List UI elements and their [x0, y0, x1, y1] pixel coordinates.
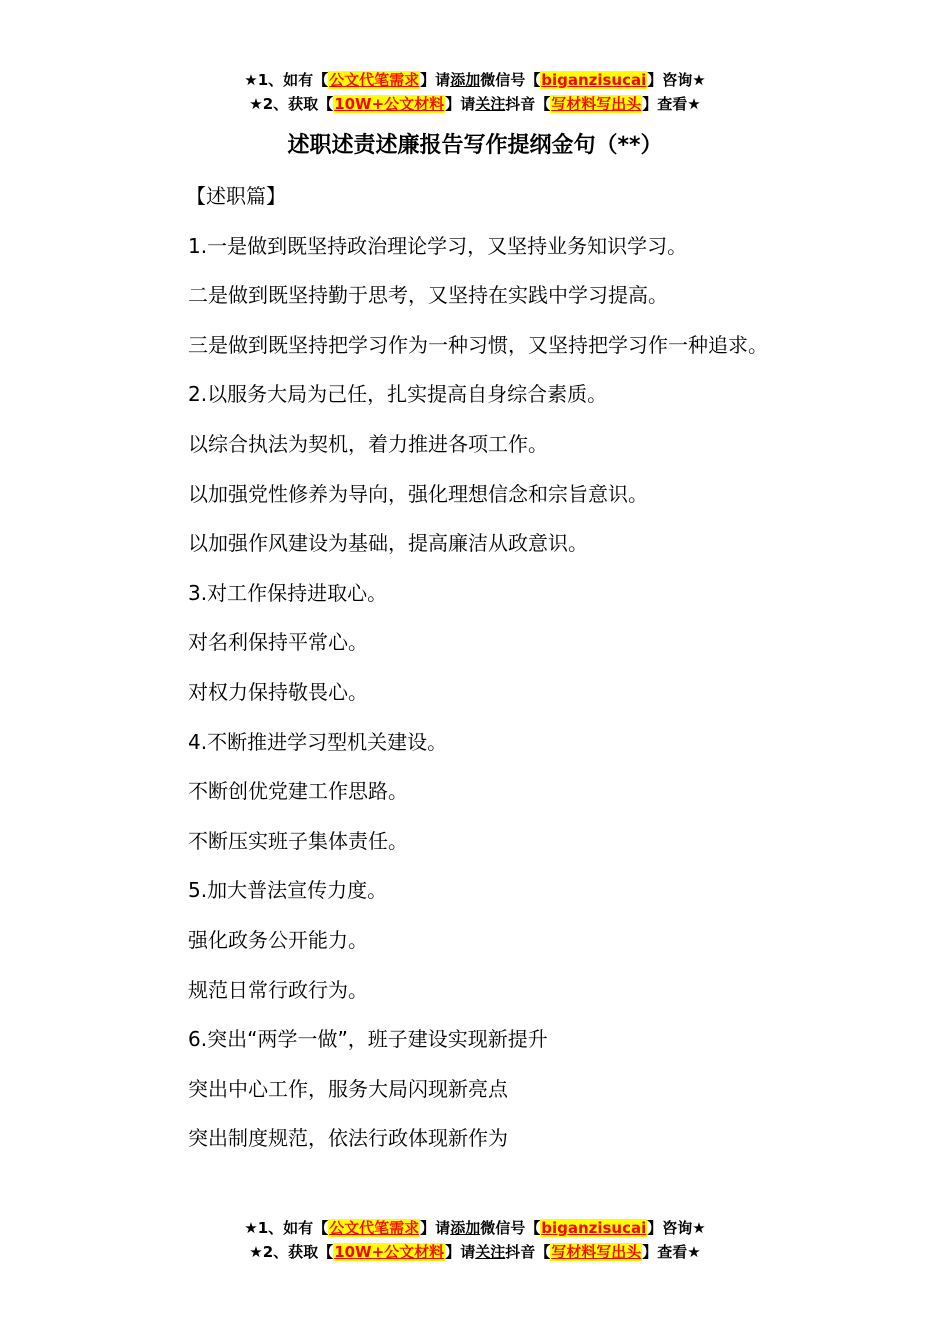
promo-line-2	[0, 1240, 950, 1264]
promo-highlight: 写材料写出头	[551, 95, 642, 113]
promo-text: ★2、获取【	[249, 95, 334, 113]
promo-line-2	[0, 92, 950, 116]
paragraph: 3.对工作保持进取心。	[188, 580, 388, 605]
promo-highlight: biganzisucai	[541, 71, 647, 89]
document-body	[144, 172, 812, 1164]
promo-text: 】查看★	[642, 95, 701, 113]
paragraph: 以加强作风建设为基础，提高廉洁从政意识。	[188, 531, 588, 556]
section-heading: 【述职篇】	[186, 184, 286, 208]
promo-text: ★1、如有【	[244, 1219, 329, 1237]
paragraph: 突出中心工作，服务大局闪现新亮点	[188, 1076, 508, 1101]
promo-highlight: 写材料写出头	[551, 1243, 642, 1261]
promo-text: 】请	[445, 1243, 476, 1261]
promo-underlined: 关注	[475, 95, 506, 113]
promo-banner-top	[0, 68, 950, 116]
promo-line-1	[0, 1216, 950, 1240]
paragraph: 6.突出“两学一做”，班子建设实现新提升	[188, 1027, 548, 1052]
promo-highlight: biganzisucai	[541, 1219, 647, 1237]
paragraph: 三是做到既坚持把学习作为一种习惯，又坚持把学习作一种追求。	[188, 332, 768, 357]
promo-underlined: 添加	[450, 1219, 481, 1237]
promo-text: 】咨询★	[647, 1219, 706, 1237]
paragraph: 不断创优党建工作思路。	[188, 779, 408, 804]
promo-line-1	[0, 68, 950, 92]
promo-text: 】咨询★	[647, 71, 706, 89]
promo-text: 微信号【	[480, 1219, 541, 1237]
paragraph: 4.不断推进学习型机关建设。	[188, 729, 448, 754]
promo-underlined: 添加	[450, 71, 481, 89]
paragraph: 以加强党性修养为导向，强化理想信念和宗旨意识。	[188, 481, 648, 506]
paragraph: 强化政务公开能力。	[188, 927, 368, 952]
promo-text: 微信号【	[480, 71, 541, 89]
promo-text: ★2、获取【	[249, 1243, 334, 1261]
promo-highlight: 10W+公文材料	[334, 1243, 445, 1261]
promo-highlight: 公文代笔需求	[329, 71, 420, 89]
paragraph: 1.一是做到既坚持政治理论学习，又坚持业务知识学习。	[188, 233, 688, 258]
promo-highlight: 公文代笔需求	[329, 1219, 420, 1237]
document-title: 述职述责述廉报告写作提纲金句（**）	[287, 133, 663, 158]
paragraph: 对权力保持敬畏心。	[188, 679, 368, 704]
paragraph: 规范日常行政行为。	[188, 977, 368, 1002]
promo-text: 】查看★	[642, 1243, 701, 1261]
paragraph: 二是做到既坚持勤于思考，又坚持在实践中学习提高。	[188, 283, 668, 308]
promo-text: 】请	[420, 1219, 451, 1237]
paragraph: 突出制度规范，依法行政体现新作为	[188, 1126, 508, 1151]
promo-text: ★1、如有【	[244, 71, 329, 89]
paragraph: 5.加大普法宣传力度。	[188, 878, 388, 903]
paragraph: 以综合执法为契机，着力推进各项工作。	[188, 431, 548, 456]
promo-banner-bottom	[0, 1216, 950, 1264]
paragraph: 对名利保持平常心。	[188, 630, 368, 655]
promo-text: 】请	[445, 95, 476, 113]
promo-text: 抖音【	[505, 95, 551, 113]
promo-highlight: 10W+公文材料	[334, 95, 445, 113]
paragraph: 不断压实班子集体责任。	[188, 828, 408, 853]
promo-underlined: 关注	[475, 1243, 506, 1261]
promo-text: 抖音【	[505, 1243, 551, 1261]
promo-text: 】请	[420, 71, 451, 89]
paragraph: 2.以服务大局为己任，扎实提高自身综合素质。	[188, 382, 608, 407]
